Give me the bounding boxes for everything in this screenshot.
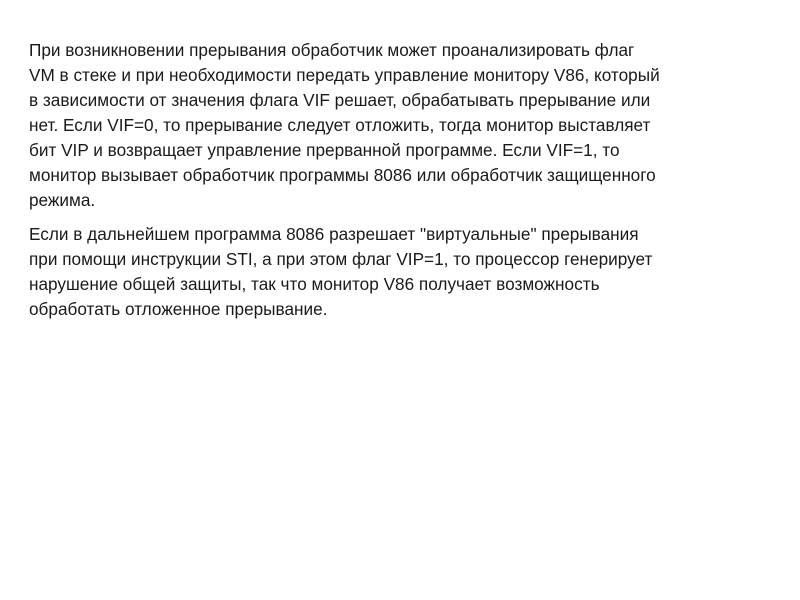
text-line: Если в дальнейшем программа 8086 разрешает "виртуальные" прерывания [29,224,639,244]
text-line: обработать отложенное прерывание. [29,299,328,319]
paragraph-interrupt-handling [29,38,760,213]
paragraph-virtual-interrupts [29,222,760,322]
text-line: VM в стеке и при необходимости передать управление монитору V86, который [29,65,660,85]
text-line: при помощи инструкции STI, а при этом флаг VIP=1, то процессор генерирует [29,249,653,269]
text-line: При возникновении прерывания обработчик может проанализировать флаг [29,40,635,60]
text-line: режима. [29,190,96,210]
text-line: бит VIP и возвращает управление прерванной программе. Если VIF=1, то [29,140,620,160]
text-line: монитор вызывает обработчик программы 8086 или обработчик защищенного [29,165,656,185]
text-line: нарушение общей защиты, так что монитор V86 получает возможность [29,274,600,294]
text-line: нет. Если VIF=0, то прерывание следует отложить, тогда монитор выставляет [29,115,651,135]
text-line: в зависимости от значения флага VIF решает, обрабатывать прерывание или [29,90,651,110]
